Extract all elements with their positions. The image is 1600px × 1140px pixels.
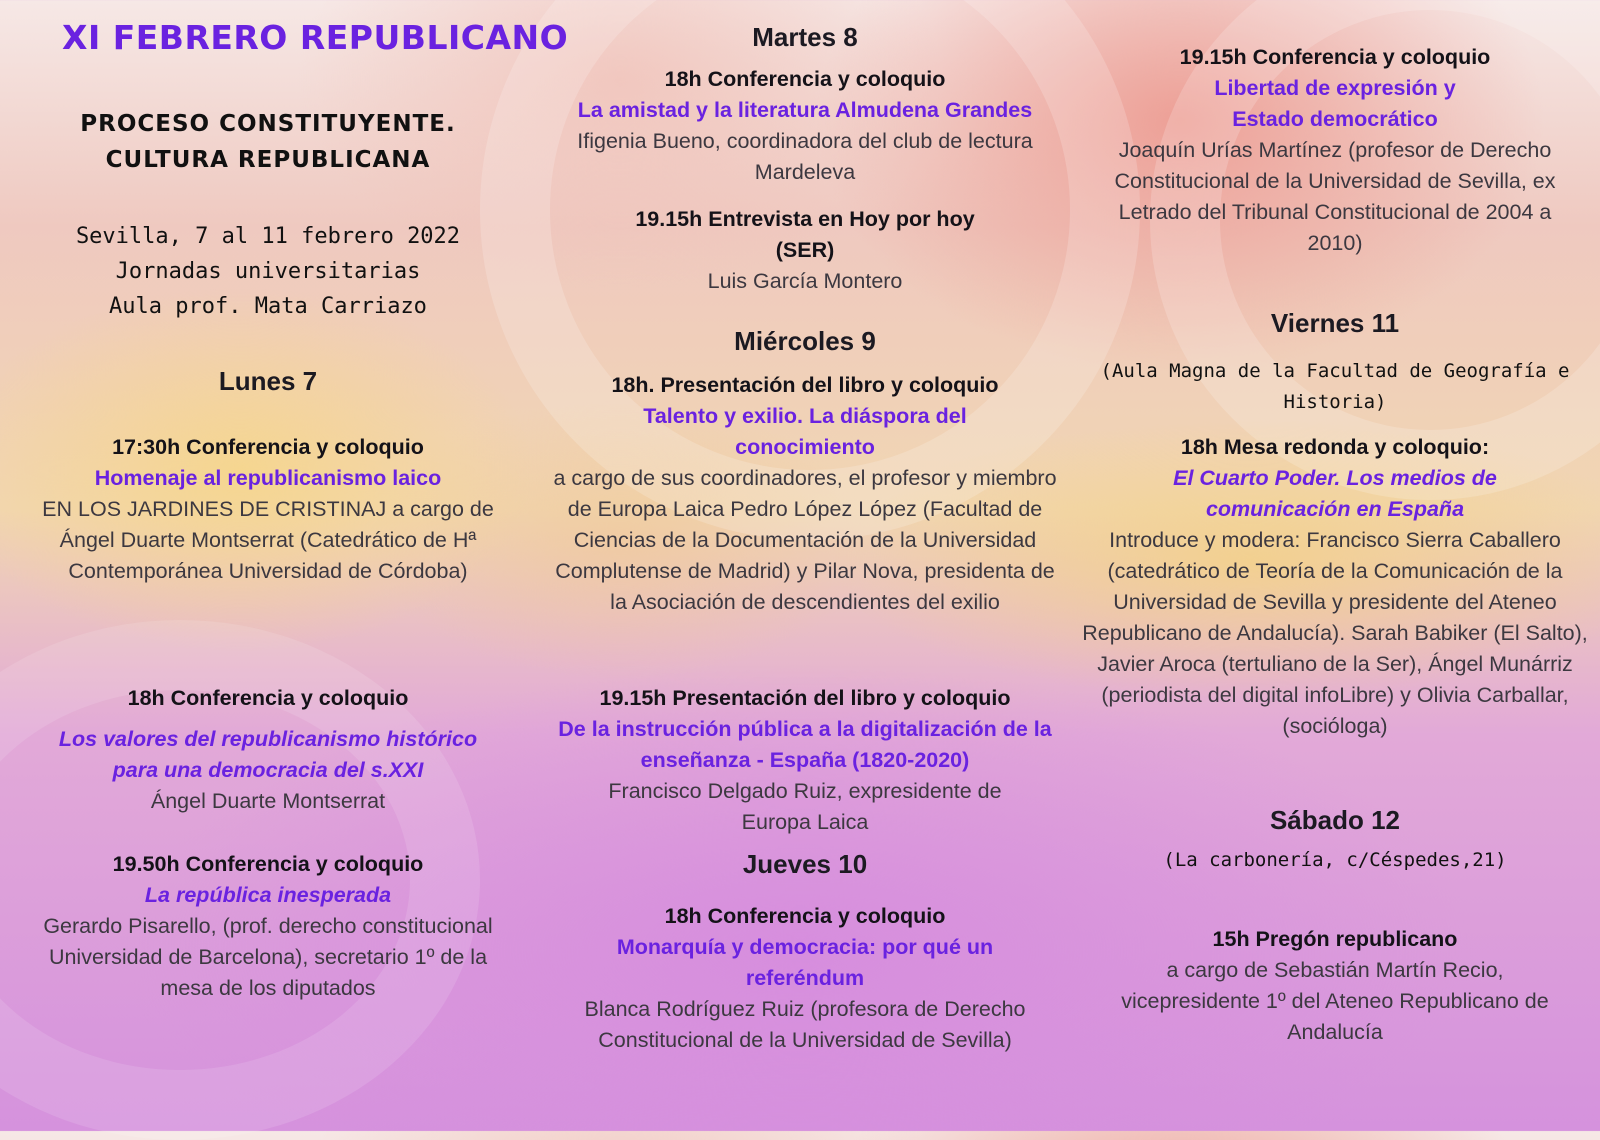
event-viernes-1	[1080, 432, 1590, 742]
event-time: 19.50h Conferencia y coloquio	[112, 852, 424, 876]
event-desc: Ifigenia Bueno, coordinadora del club de lectura Mardeleva	[577, 129, 1033, 184]
day-heading-martes: Martes 8	[752, 22, 858, 52]
event-jueves-1	[540, 901, 1070, 1056]
event-time: 18h Mesa redonda y coloquio:	[1180, 435, 1490, 459]
event-topic: La amistad y la literatura Almudena Grandes	[577, 98, 1033, 122]
event-time: 18h Conferencia y coloquio	[664, 67, 946, 91]
venue-note: (Aula Magna de la Facultad de Geografía e Historia)	[1100, 360, 1570, 413]
event-topic: La república inesperada	[144, 883, 392, 907]
event-desc: EN LOS JARDINES DE CRISTINAJ a cargo de Ángel Duarte Montserrat (Catedrático de Hª Contemporánea Universidad de Córdoba)	[42, 497, 494, 583]
event-time: 18h. Presentación del libro y coloquio	[611, 373, 999, 397]
info-line: Jornadas universitarias	[115, 259, 421, 284]
event-time: 18h Conferencia y coloquio	[127, 686, 409, 710]
event-desc: Blanca Rodríguez Ruiz (profesora de Derecho Constitucional de la Universidad de Sevilla)	[584, 997, 1026, 1052]
venue-note: (La carbonería, c/Céspedes,21)	[1163, 849, 1507, 871]
event-time: 18h Conferencia y coloquio	[664, 904, 946, 928]
event-desc: a cargo de sus coordinadores, el profesor y miembro de Europa Laica Pedro López López (Facultad de Ciencias de la Documentación de la Universidad Complutense de Madrid) y Pilar Nova, presidenta de la Asociación de descendientes del exilio	[553, 466, 1057, 614]
event-time: 15h Pregón republicano	[1212, 927, 1458, 951]
event-miercoles-1	[540, 370, 1070, 618]
event-time: 19.15h Presentación del libro y coloquio	[599, 686, 1011, 710]
info-line: Aula prof. Mata Carriazo	[109, 294, 427, 319]
event-info	[18, 219, 518, 324]
event-time: 19.15h Conferencia y coloquio	[1179, 45, 1491, 69]
event-lunes-2	[18, 683, 518, 817]
event-jueves-2	[1080, 42, 1590, 259]
event-topic: El Cuarto Poder. Los medios de comunicación en España	[1173, 466, 1497, 521]
event-martes-2	[540, 204, 1070, 297]
page-title: XI FEBRERO REPUBLICANO	[62, 18, 569, 57]
event-desc: a cargo de Sebastián Martín Recio, vicepresidente 1º del Ateneo Republicano de Andalucía	[1121, 958, 1549, 1044]
event-desc: Ángel Duarte Montserrat	[150, 789, 386, 813]
day-heading-jueves: Jueves 10	[742, 849, 868, 879]
event-desc: Francisco Delgado Ruiz, expresidente de Europa Laica	[608, 779, 1002, 834]
event-sabado-1	[1080, 924, 1590, 1048]
event-miercoles-2	[540, 683, 1070, 838]
event-desc: Luis García Montero	[707, 269, 903, 293]
event-time: 17:30h Conferencia y coloquio	[112, 435, 424, 459]
page-subtitle: PROCESO CONSTITUYENTE. CULTURA REPUBLICANA	[80, 111, 456, 173]
day-heading-sabado: Sábado 12	[1269, 805, 1401, 835]
event-time: 19.15h Entrevista en Hoy por hoy (SER)	[635, 207, 975, 262]
event-lunes-1	[18, 432, 518, 587]
event-topic: Los valores del republicanismo histórico para una democracia del s.XXI	[58, 727, 478, 782]
event-topic: Monarquía y democracia: por qué un referéndum	[616, 935, 994, 990]
event-desc: Gerardo Pisarello, (prof. derecho constitucional Universidad de Barcelona), secretario 1º de la mesa de los diputados	[43, 914, 493, 1000]
event-topic: Libertad de expresión y Estado democrático	[1214, 76, 1456, 131]
day-heading-lunes: Lunes 7	[218, 366, 318, 396]
event-topic: De la instrucción pública a la digitalización de la enseñanza - España (1820-2020)	[558, 717, 1052, 772]
info-line: Sevilla, 7 al 11 febrero 2022	[75, 224, 461, 249]
day-heading-viernes: Viernes 11	[1270, 308, 1400, 338]
day-heading-miercoles: Miércoles 9	[734, 326, 876, 356]
event-topic: Talento y exilio. La diáspora del conocimiento	[643, 404, 967, 459]
event-desc: Joaquín Urías Martínez (profesor de Derecho Constitucional de la Universidad de Sevilla, ex Letrado del Tribunal Constitucional de 2004 a 2010)	[1114, 138, 1556, 255]
event-desc: Introduce y modera: Francisco Sierra Caballero (catedrático de Teoría de la Comunicación de la Universidad de Sevilla y presidente del Ateneo Republicano de Andalucía). Sarah Babiker (El Salto), Javier Aroca (tertuliano de la Ser), Ángel Munárriz (periodista del digital infoLibre) y Olivia Carballar, (socióloga)	[1082, 528, 1588, 738]
event-topic: Homenaje al republicanismo laico	[94, 466, 442, 490]
event-martes-1	[540, 64, 1070, 188]
event-lunes-3	[18, 849, 518, 1004]
